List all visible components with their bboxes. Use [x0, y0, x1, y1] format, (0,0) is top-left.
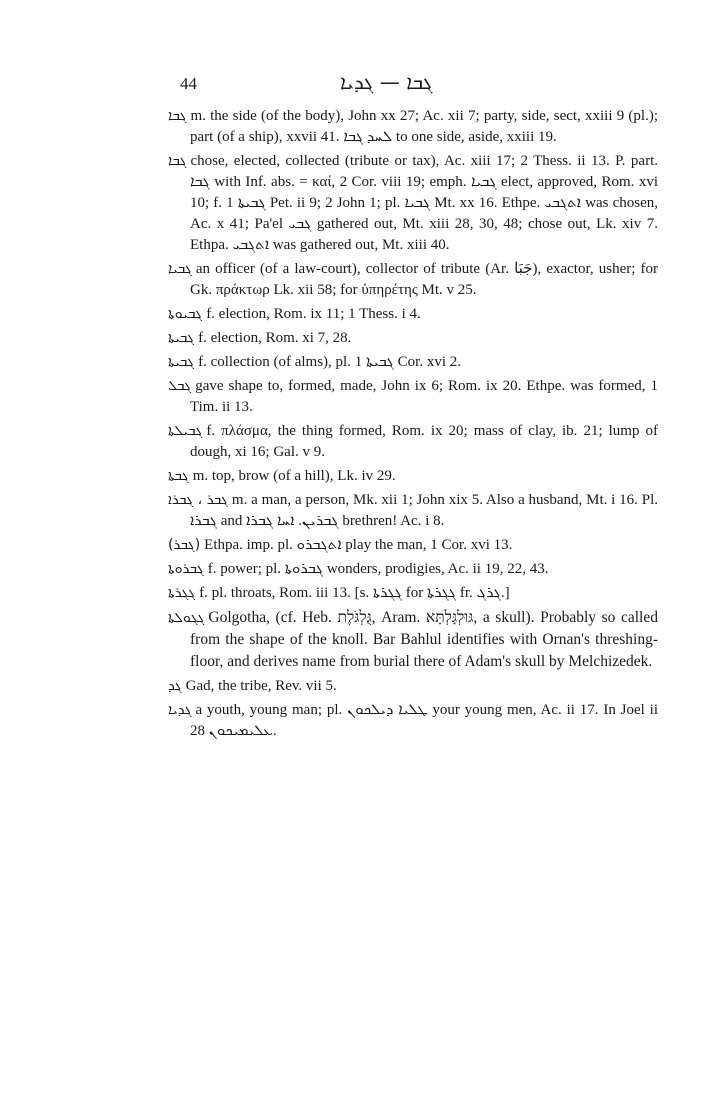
entry: [168, 421, 658, 463]
entry: [168, 328, 658, 349]
entry-text: f. collection (of alms), pl. ܓܒܝܬܐ 1 Cor. xvi 2.: [198, 354, 462, 370]
headword: ܓܒܝܠܬܐ: [168, 423, 203, 439]
entry: [168, 106, 658, 148]
headword: ܓܓܪܬܐ: [168, 585, 196, 601]
headword: ܓܒܐ: [168, 153, 187, 169]
headword: ܓܒܬܐ: [168, 468, 189, 484]
entry-text: f. pl. throats, Rom. iii 13. [s. ܓܓܪܬܐ for ܓܓܪܬܐ fr. ܓܪܓ.]: [199, 585, 510, 601]
entry-text: m. top, brow (of a hill), Lk. iv 29.: [192, 468, 396, 484]
headword: (ܓܒܪ): [168, 537, 201, 553]
headword: ܓܒܠ: [168, 378, 192, 394]
entry: [168, 352, 658, 373]
entry-text: m. a man, a person, Mk. xii 1; John xix 5. Also a husband, Mt. i 16. Pl. ܓܒܪܐ and ܓܒܪܝܢ. ܐܚܐ ܓܒܪܐ brethren! Ac. i 8.: [190, 492, 658, 529]
entry-text: Ethpa. imp. pl. ܐܬܓܒܪܘ play the man, 1 Cor. xvi 13.: [204, 537, 513, 553]
headword: ܓܒܪܘܬܐ: [168, 561, 204, 577]
entry: [168, 535, 658, 556]
entry: [168, 559, 658, 580]
headword: ܓܒܝܘܬܐ: [168, 306, 203, 322]
running-head: ܓܒܐ — ܓܕܝܐ: [340, 70, 433, 94]
headword: ܓܓܘܠܬܐ: [168, 610, 205, 626]
entry-text: a youth, young man; pl. ܛܠܝܐ ܕܝܠܟܘܢ your young men, Ac. ii 17. In Joel ii 28 ܥܠܝܡܝܟܘܢ.: [190, 702, 658, 739]
entry-text: chose, elected, collected (tribute or tax), Ac. xiii 17; 2 Thess. ii 13. P. part. ܓܒܐ with Inf. abs. = καί, 2 Cor. viii 19; emph. ܓܒܝܐ elect, approved, Rom. xvi 10; f. ܓܒܝܬܐ 1 Pet. ii 9; 2 John 1; pl. ܓܒܝܐ Mt. xx 16. Ethpe. ܐܬܓܒܝ was chosen, Ac. x 41; Pa'el ܓܒܝ gathered out, Mt. xiii 28, 30, 48; chose out, Lk. xiv 7. Ethpa. ܐܬܓܒܝ was gathered out, Mt. xiii 40.: [190, 153, 658, 253]
headword: ܓܒܪ ، ܓܒܪܐ: [168, 492, 228, 508]
entry: [168, 676, 658, 697]
entry-text: f. election, Rom. ix 11; 1 Thess. i 4.: [206, 306, 421, 322]
entry: [168, 583, 658, 604]
entry-text: m. the side (of the body), John xx 27; Ac. xii 7; party, side, sect, xxiii 9 (pl.); part (of a ship), xxvii 41. ܠܚܕ ܓܒܐ to one side, aside, xxiii 19.: [190, 108, 658, 145]
headword: ܓܒܐ: [168, 108, 187, 124]
entry: [168, 466, 658, 487]
entry-text: an officer (of a law-court), collector of tribute (Ar. جَبَا), exactor, usher; for Gk. πράκτωρ Lk. xii 58; for ὑπηρέτης Mt. v 25.: [190, 261, 658, 298]
headword: ܓܕ: [168, 678, 182, 694]
entry: [168, 700, 658, 742]
headword: ܓܒܝܐ: [168, 261, 192, 277]
entry: [168, 607, 658, 673]
entry-text: f. power; pl. ܓܒܪܘܬܐ wonders, prodigies, Ac. ii 19, 22, 43.: [207, 561, 549, 577]
entry: [168, 259, 658, 301]
entry-text: Golgotha, (cf. Heb. גֻּלְגֹּלֶת, Aram. גּוּלְגָּלְתָּא, a skull). Probably so called from the shape of the knoll. Bar Bahlul identifies with Ornan's threshing-floor, and derives name from burial there of Adam's skull by Melchizedek.: [190, 609, 658, 670]
headword: ܓܕܝܐ: [168, 702, 192, 718]
entry-text: gave shape to, formed, made, John ix 6; Rom. ix 20. Ethpe. was formed, 1 Tim. ii 13.: [190, 378, 658, 415]
dictionary-entries: [168, 106, 658, 745]
entry-text: Gad, the tribe, Rev. vii 5.: [185, 678, 337, 694]
entry-text: f. πλάσμα, the thing formed, Rom. ix 20; mass of clay, ib. 21; lump of dough, xi 16; Gal. v 9.: [190, 423, 658, 460]
headword: ܓܒܝܬܐ: [168, 330, 195, 346]
entry-text: f. election, Rom. xi 7, 28.: [198, 330, 352, 346]
entry: [168, 376, 658, 418]
headword: ܓܒܝܬܐ: [168, 354, 195, 370]
page-number: 44: [180, 74, 197, 93]
entry: [168, 304, 658, 325]
entry: [168, 151, 658, 256]
entry: [168, 490, 658, 532]
